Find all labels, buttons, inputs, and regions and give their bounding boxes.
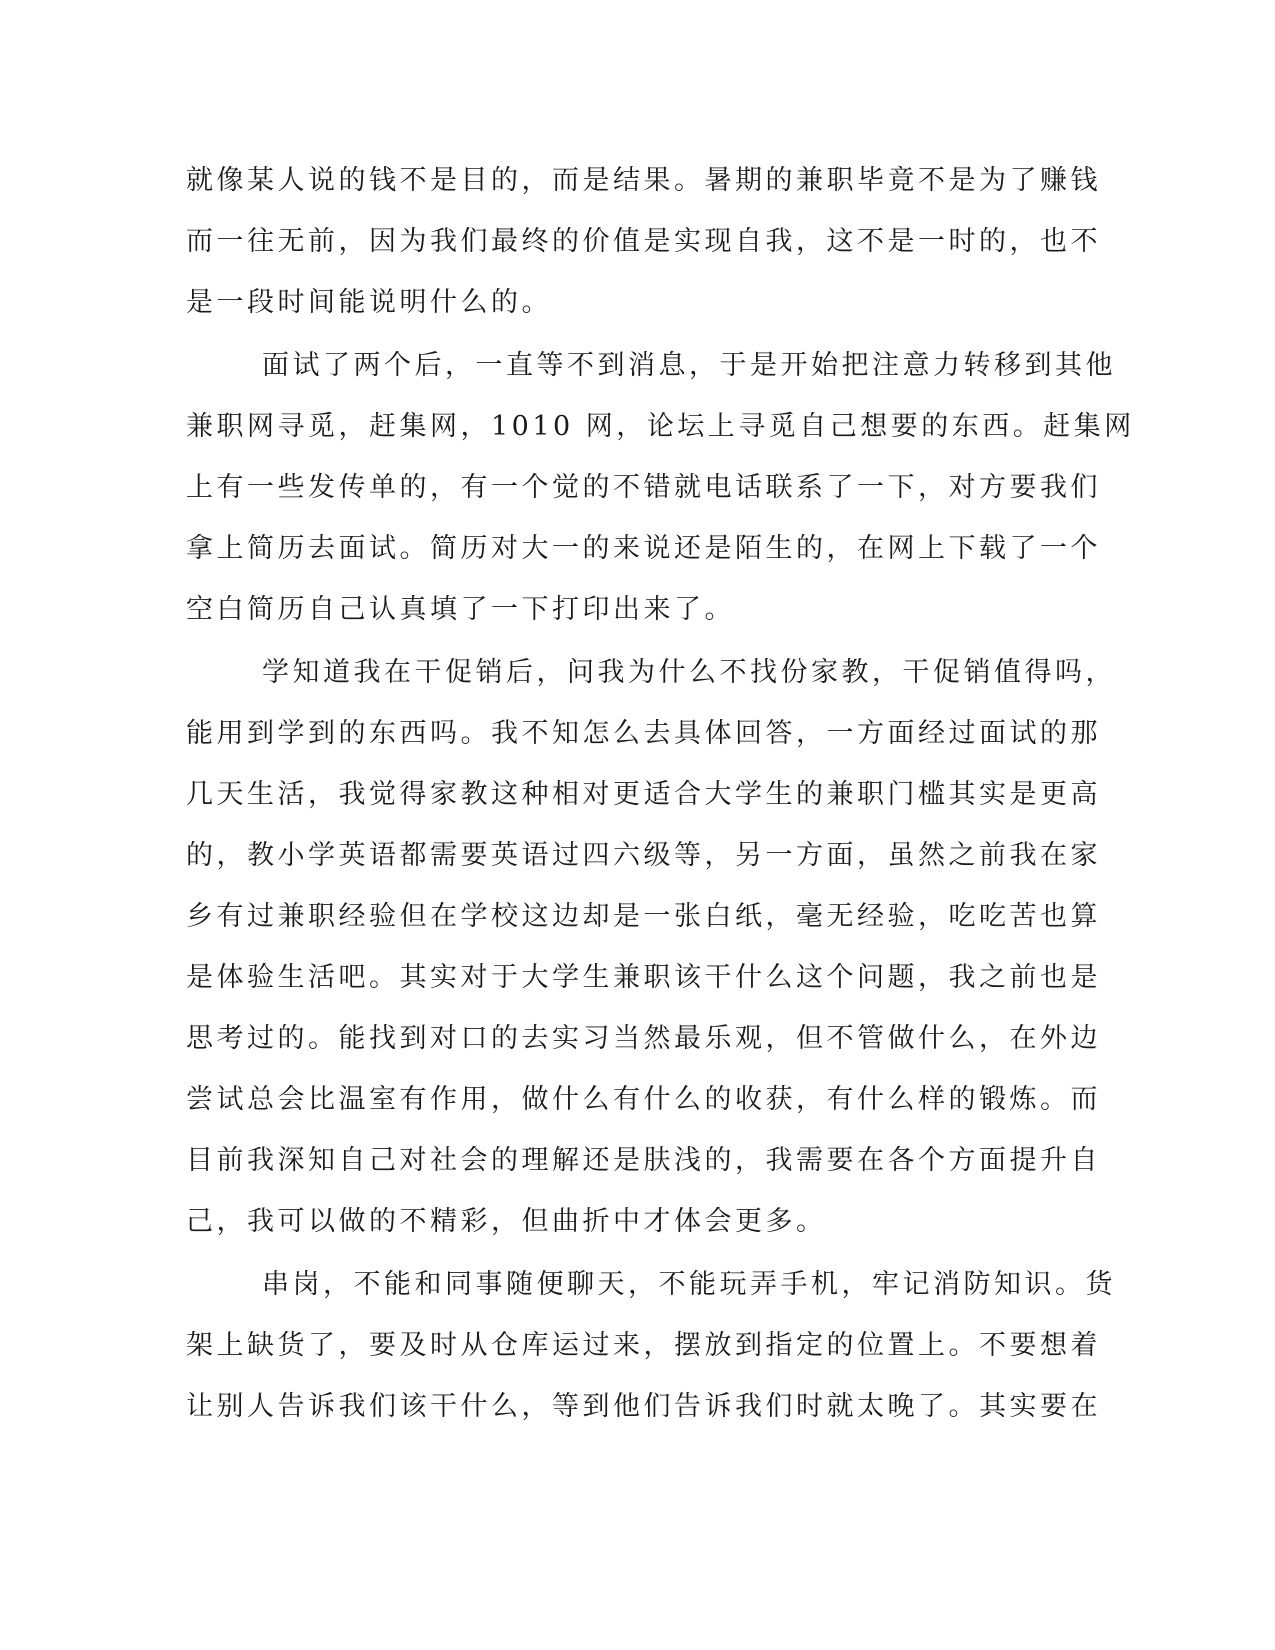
text-line: 乡有过兼职经验但在学校这边却是一张白纸，毫无经验，吃吃苦也算 [186,901,1101,932]
text-line: 的，教小学英语都需要英语过四六级等，另一方面，虽然之前我在家 [186,840,1101,871]
text-line: 拿上简历去面试。简历对大一的来说还是陌生的，在网上下载了一个 [186,533,1101,564]
text-line: 而一往无前，因为我们最终的价值是实现自我，这不是一时的，也不 [186,226,1101,257]
text-line: 己，我可以做的不精彩，但曲折中才体会更多。 [186,1206,827,1237]
paragraph-4 [186,1254,1116,1437]
document-body [186,150,1135,1439]
text-line: 尝试总会比温室有作用，做什么有什么的收获，有什么样的锻炼。而 [186,1084,1101,1115]
paragraph-2 [186,335,1135,640]
text-line: 兼职网寻觅，赶集网，1010 网，论坛上寻觅自己想要的东西。赶集网 [186,411,1135,442]
text-line: 几天生活，我觉得家教这种相对更适合大学生的兼职门槛其实是更高 [186,779,1101,810]
paragraph-1 [186,150,1101,333]
text-line: 目前我深知自己对社会的理解还是肤浅的，我需要在各个方面提升自 [186,1145,1101,1176]
text-line: 空白简历自己认真填了一下打印出来了。 [186,594,735,625]
text-line: 上有一些发传单的，有一个觉的不错就电话联系了一下，对方要我们 [186,472,1101,503]
text-line: 架上缺货了，要及时从仓库运过来，摆放到指定的位置上。不要想着 [186,1330,1101,1361]
text-line: 思考过的。能找到对口的去实习当然最乐观，但不管做什么，在外边 [186,1023,1101,1054]
text-line: 就像某人说的钱不是目的，而是结果。暑期的兼职毕竟不是为了赚钱 [186,165,1101,196]
text-line: 面试了两个后，一直等不到消息，于是开始把注意力转移到其他 [262,350,1116,381]
paragraph-3 [186,642,1116,1252]
text-line: 能用到学到的东西吗。我不知怎么去具体回答，一方面经过面试的那 [186,718,1101,749]
text-line: 串岗，不能和同事随便聊天，不能玩弄手机，牢记消防知识。货 [262,1269,1116,1300]
text-line: 是体验生活吧。其实对于大学生兼职该干什么这个问题，我之前也是 [186,962,1101,993]
text-line: 是一段时间能说明什么的。 [186,287,552,318]
text-line: 让别人告诉我们该干什么，等到他们告诉我们时就太晚了。其实要在 [186,1391,1101,1422]
text-line: 学知道我在干促销后，问我为什么不找份家教，干促销值得吗， [262,657,1116,688]
